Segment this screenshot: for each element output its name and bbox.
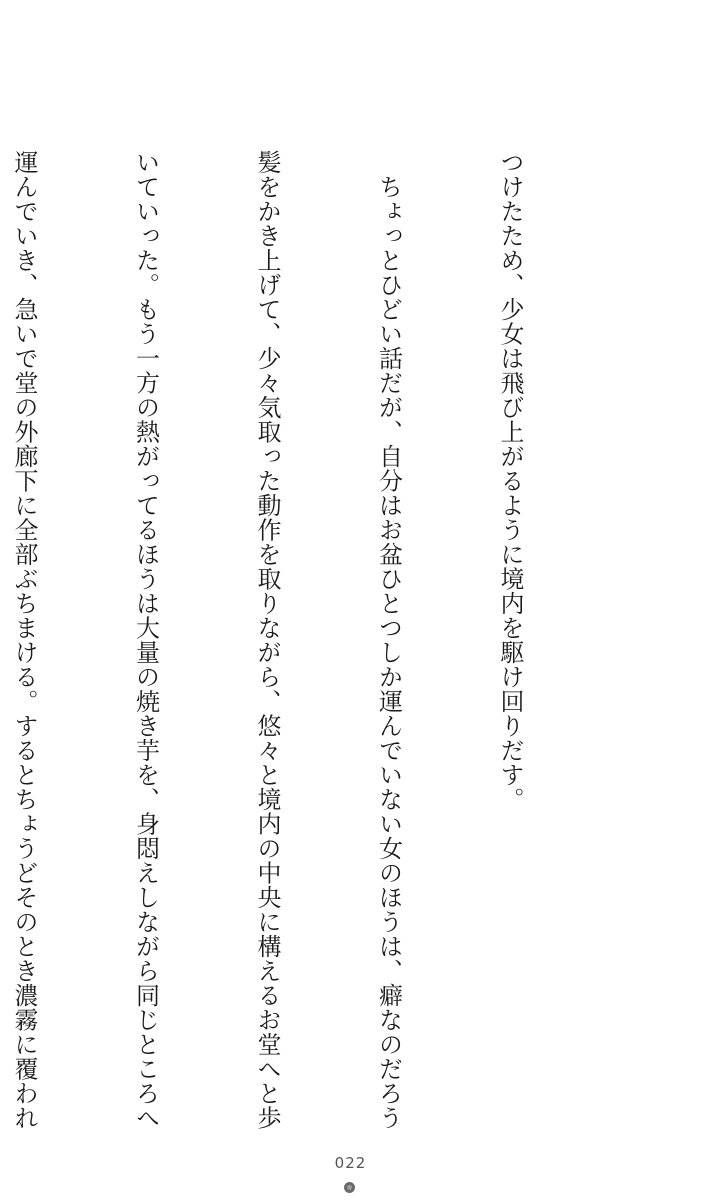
text-line: ちょっとひどい話だが、自分はお盆ひとつしか運んでいない女のほうは、癖なのだろう xyxy=(374,150,403,1130)
text-line: 運んでいき、急いで堂の外廊下に全部ぶちまける。するとちょうどそのとき濃霧に覆われ xyxy=(10,150,38,1130)
text-line: 髪をかき上げて、少々気取った動作を取りながら、悠々と境内の中央に構えるお堂へと歩 xyxy=(253,150,281,1130)
page-number: 022 xyxy=(334,1154,367,1172)
text-line: つけたため、少女は飛び上がるように境内を駆け回りだす。 xyxy=(496,150,524,812)
page-ornament-icon xyxy=(344,1182,355,1193)
text-line: いていった。もう一方の熱がってるほうは大量の焼き芋を、身悶えしながら同じところへ xyxy=(131,150,160,1130)
body-text xyxy=(10,150,611,1130)
